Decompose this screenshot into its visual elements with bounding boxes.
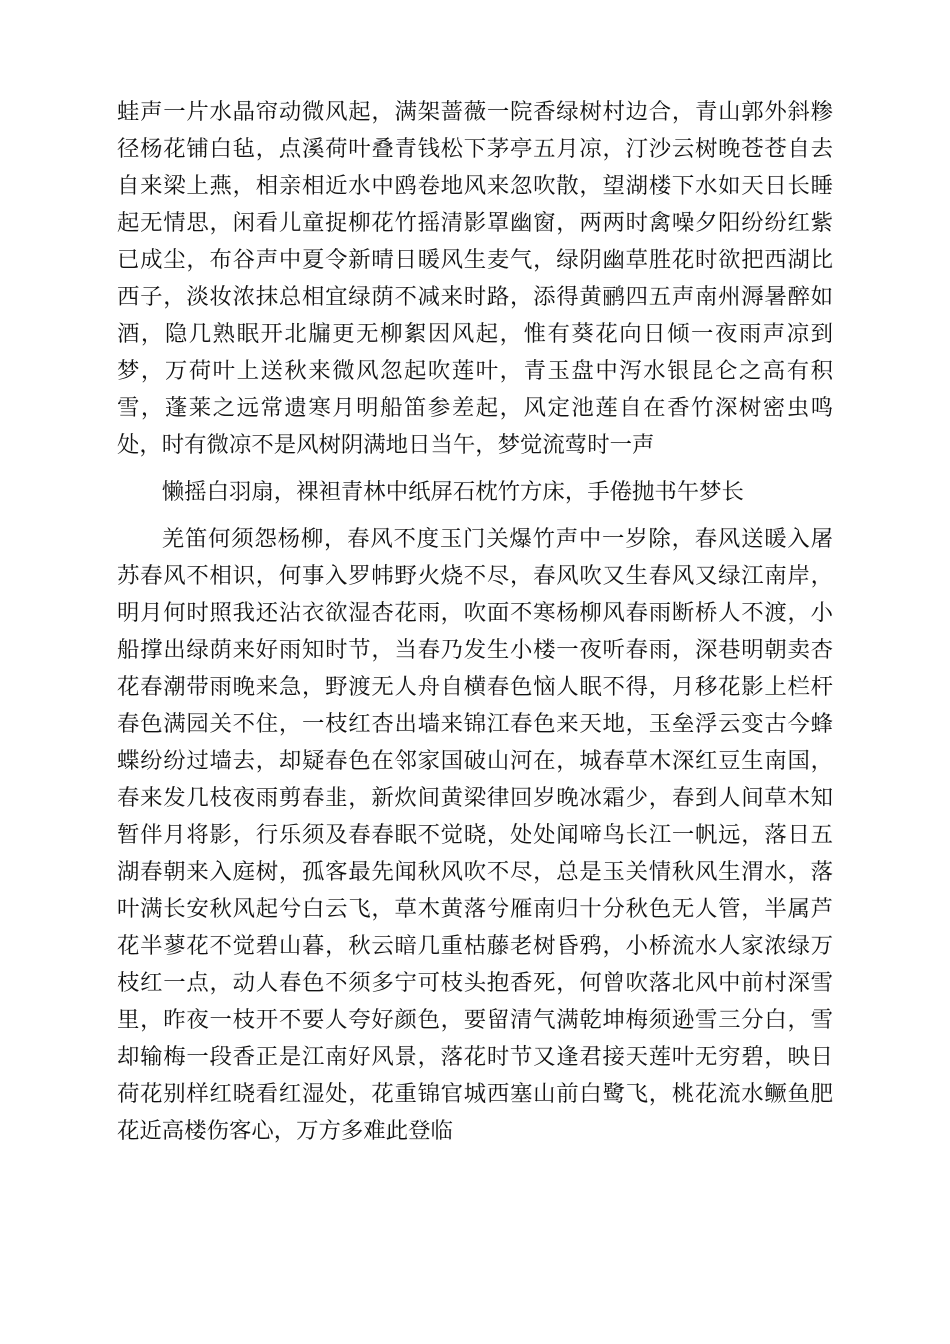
paragraph-2: 懒摇白羽扇，裸袒青林中纸屏石枕竹方床，手倦抛书午梦长 [161,479,744,505]
document-page [117,94,833,1150]
paragraph-1: 蛙声一片水晶帘动微风起，满架蔷薇一院香绿树村边合，青山郭外斜糁径杨花铺白毡，点溪荷叶叠青钱松下茅亭五月凉，汀沙云树晚苍苍自去自来梁上燕，相亲相近水中鸥卷地风来忽吹散，望湖楼下水如天日长睡起无情思，闲看儿童捉柳花竹摇清影罩幽窗，两两时禽噪夕阳纷纷红紫已成尘，布谷声中夏令新晴日暖风生麦气，绿阴幽草胜花时欲把西湖比西子，淡妆浓抹总相宜绿荫不减来时路，添得黄鹂四五声南州溽暑醉如酒，隐几熟眠开北牖更无柳絮因风起，惟有葵花向日倾一夜雨声凉到梦，万荷叶上送秋来微风忽起吹莲叶，青玉盘中泻水银昆仑之高有积雪，蓬莱之远常遗寒月明船笛参差起，风定池莲自在香竹深树密虫鸣处，时有微凉不是风树阴满地日当午，梦觉流莺时一声 [117,99,833,458]
paragraph-3: 羌笛何须怨杨柳，春风不度玉门关爆竹声中一岁除，春风送暖入屠苏春风不相识，何事入罗帏野火烧不尽，春风吹又生春风又绿江南岸，明月何时照我还沾衣欲湿杏花雨，吹面不寒杨柳风春雨断桥人不渡，小船撑出绿荫来好雨知时节，当春乃发生小楼一夜听春雨，深巷明朝卖杏花春潮带雨晚来急，野渡无人舟自横春色恼人眠不得，月移花影上栏杆春色满园关不住，一枝红杏出墙来锦江春色来天地，玉垒浮云变古今蜂蝶纷纷过墙去，却疑春色在邻家国破山河在，城春草木深红豆生南国，春来发几枝夜雨剪春韭，新炊间黄梁律回岁晚冰霜少，春到人间草木知暂伴月将影，行乐须及春春眠不觉晓，处处闻啼鸟长江一帆远，落日五湖春朝来入庭树，孤客最先闻秋风吹不尽，总是玉关情秋风生渭水，落叶满长安秋风起兮白云飞，草木黄落兮雁南归十分秋色无人管，半属芦花半蓼花不觉碧山暮，秋云暗几重枯藤老树昏鸦，小桥流水人家浓绿万枝红一点，动人春色不须多宁可枝头抱香死，何曾吹落北风中前村深雪里，昨夜一枝开不要人夸好颜色，要留清气满乾坤梅须逊雪三分白，雪却输梅一段香正是江南好风景，落花时节又逢君接天莲叶无穷碧，映日荷花别样红晓看红湿处，花重锦官城西塞山前白鹭飞，桃花流水鳜鱼肥花近高楼伤客心，万方多难此登临 [117,526,833,1144]
